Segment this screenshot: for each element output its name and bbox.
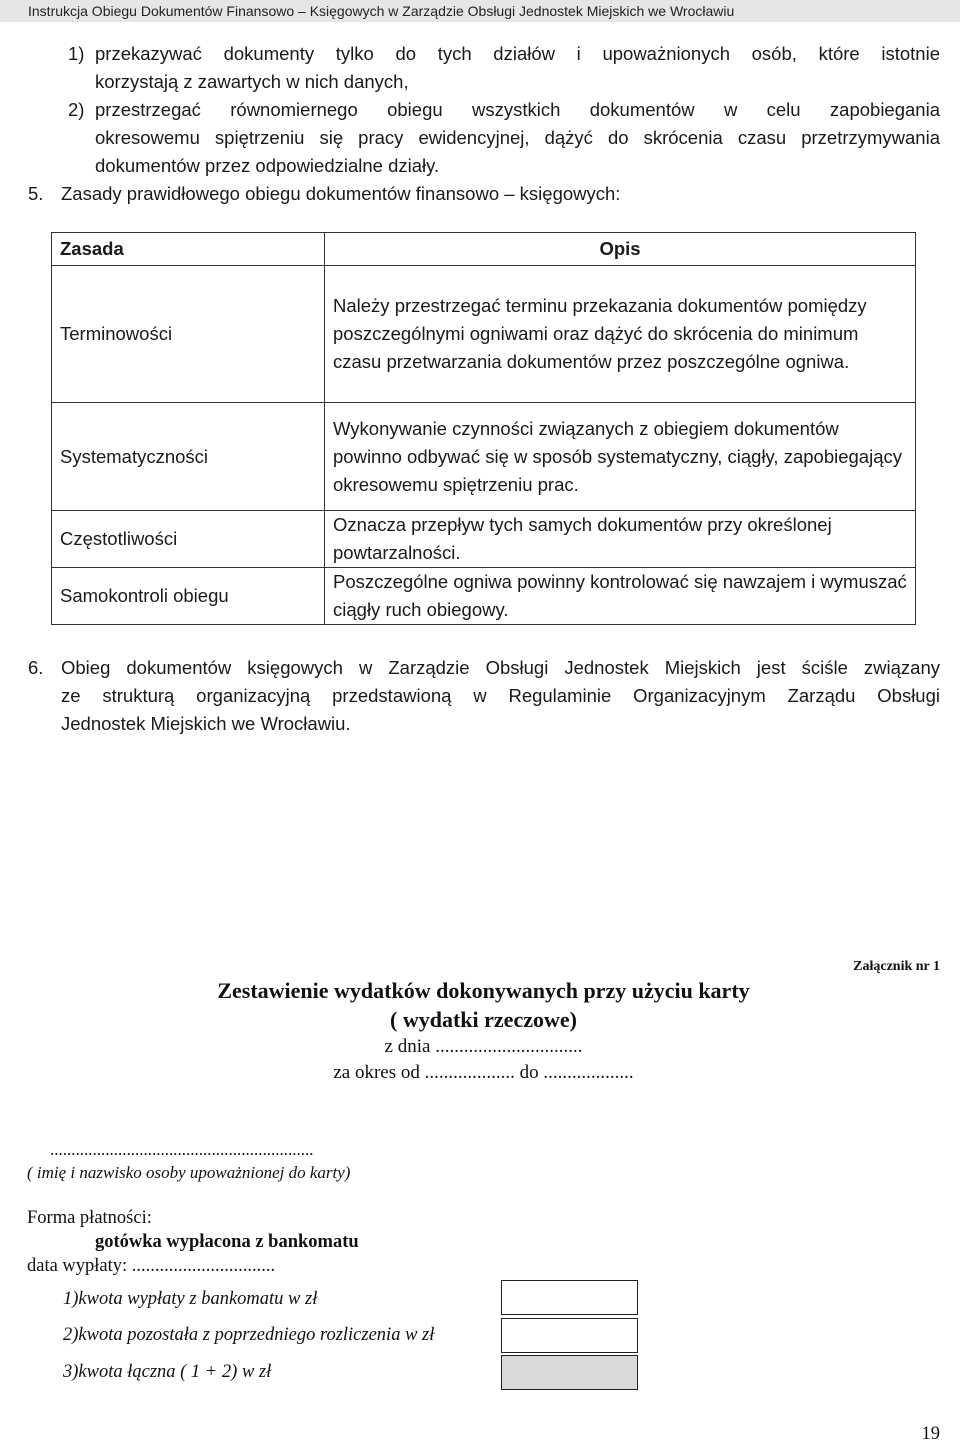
rule-description: Oznacza przepływ tych samych dokumentów przy określonej powtarzalności. <box>325 511 916 568</box>
list-item-1-number: 1) <box>68 43 85 64</box>
annex-subtitle: ( wydatki rzeczowe) <box>390 1007 577 1032</box>
name-signature-dots: .............................................................. <box>50 1140 314 1159</box>
table-row <box>52 403 916 511</box>
rules-table-header-description: Opis <box>325 233 916 266</box>
name-caption: ( imię i nazwisko osoby upoważnionej do karty) <box>27 1163 351 1182</box>
amount-label-1: 1)kwota wypłaty z bankomatu w zł <box>63 1289 318 1309</box>
list-item-2-line2: okresowemu spiętrzeniu się pracy ewidencyjnej, dążyć do skrócenia czasu przetrzymywania <box>95 127 940 148</box>
list-item-1-line1: przekazywać dokumenty tylko do tych działów i upoważnionych osób, które istotnie <box>95 43 940 64</box>
table-row <box>52 568 916 625</box>
annex-date-line: z dnia ............................... <box>384 1036 583 1057</box>
amount-label-2: 2)kwota pozostała z poprzedniego rozliczenia w zł <box>63 1325 435 1345</box>
amount-box-3[interactable] <box>501 1355 638 1390</box>
annex-title: Zestawienie wydatków dokonywanych przy użyciu karty <box>217 978 750 1003</box>
amount-box-1[interactable] <box>501 1280 638 1315</box>
payment-date: data wypłaty: ............................... <box>27 1256 276 1276</box>
section-6-line3: Jednostek Miejskich we Wrocławiu. <box>61 713 351 734</box>
section-6-line2: ze strukturą organizacyjną przedstawioną w Regulaminie Organizacyjnym Zarządu Obsługi <box>61 685 940 706</box>
section-5-heading: Zasady prawidłowego obiegu dokumentów finansowo – księgowych: <box>61 183 621 204</box>
payment-form-value: gotówka wypłacona z bankomatu <box>95 1232 359 1252</box>
rule-name: Samokontroli obiegu <box>52 568 325 625</box>
rule-description: Poszczególne ogniwa powinny kontrolować się nawzajem i wymuszać ciągły ruch obiegowy. <box>325 568 916 625</box>
section-6-number: 6. <box>28 657 44 678</box>
rules-table <box>51 232 916 625</box>
rule-description: Wykonywanie czynności związanych z obiegiem dokumentów powinno odbywać się w sposób systematyczny, ciągły, zapobiegający okresowemu spiętrzeniu prac. <box>325 403 916 511</box>
list-item-2-line3: dokumentów przez odpowiedzialne działy. <box>95 155 440 176</box>
amount-label-3: 3)kwota łączna ( 1 + 2) w zł <box>63 1362 272 1382</box>
annex-period-line: za okres od ................... do ................... <box>333 1062 634 1083</box>
section-6-line1: Obieg dokumentów księgowych w Zarządzie Obsługi Jednostek Miejskich jest ściśle związany <box>61 657 940 678</box>
annex-label: Załącznik nr 1 <box>853 959 940 974</box>
rules-table-header-row <box>52 233 916 266</box>
payment-form-label: Forma płatności: <box>27 1208 152 1228</box>
table-row <box>52 511 916 568</box>
list-item-1-line2: korzystają z zawartych w nich danych, <box>95 71 409 92</box>
rules-table-header-rule: Zasada <box>52 233 325 266</box>
list-item-2-number: 2) <box>68 99 85 120</box>
list-item-2-line1: przestrzegać równomiernego obiegu wszystkich dokumentów w celu zapobiegania <box>95 99 940 120</box>
rule-description: Należy przestrzegać terminu przekazania dokumentów pomiędzy poszczególnymi ogniwami oraz dążyć do skrócenia do minimum czasu przetwarzania dokumentów przez poszczególne ogniwa. <box>325 266 916 403</box>
section-5-number: 5. <box>28 183 44 204</box>
rule-name: Systematyczności <box>52 403 325 511</box>
running-header <box>0 0 960 22</box>
rule-name: Terminowości <box>52 266 325 403</box>
amount-box-2[interactable] <box>501 1318 638 1353</box>
page-number: 19 <box>921 1424 940 1444</box>
rule-name: Częstotliwości <box>52 511 325 568</box>
table-row <box>52 266 916 403</box>
running-header-title: Instrukcja Obiegu Dokumentów Finansowo – Księgowych w Zarządzie Obsługi Jednostek Miejskich we Wrocławiu <box>28 3 735 19</box>
